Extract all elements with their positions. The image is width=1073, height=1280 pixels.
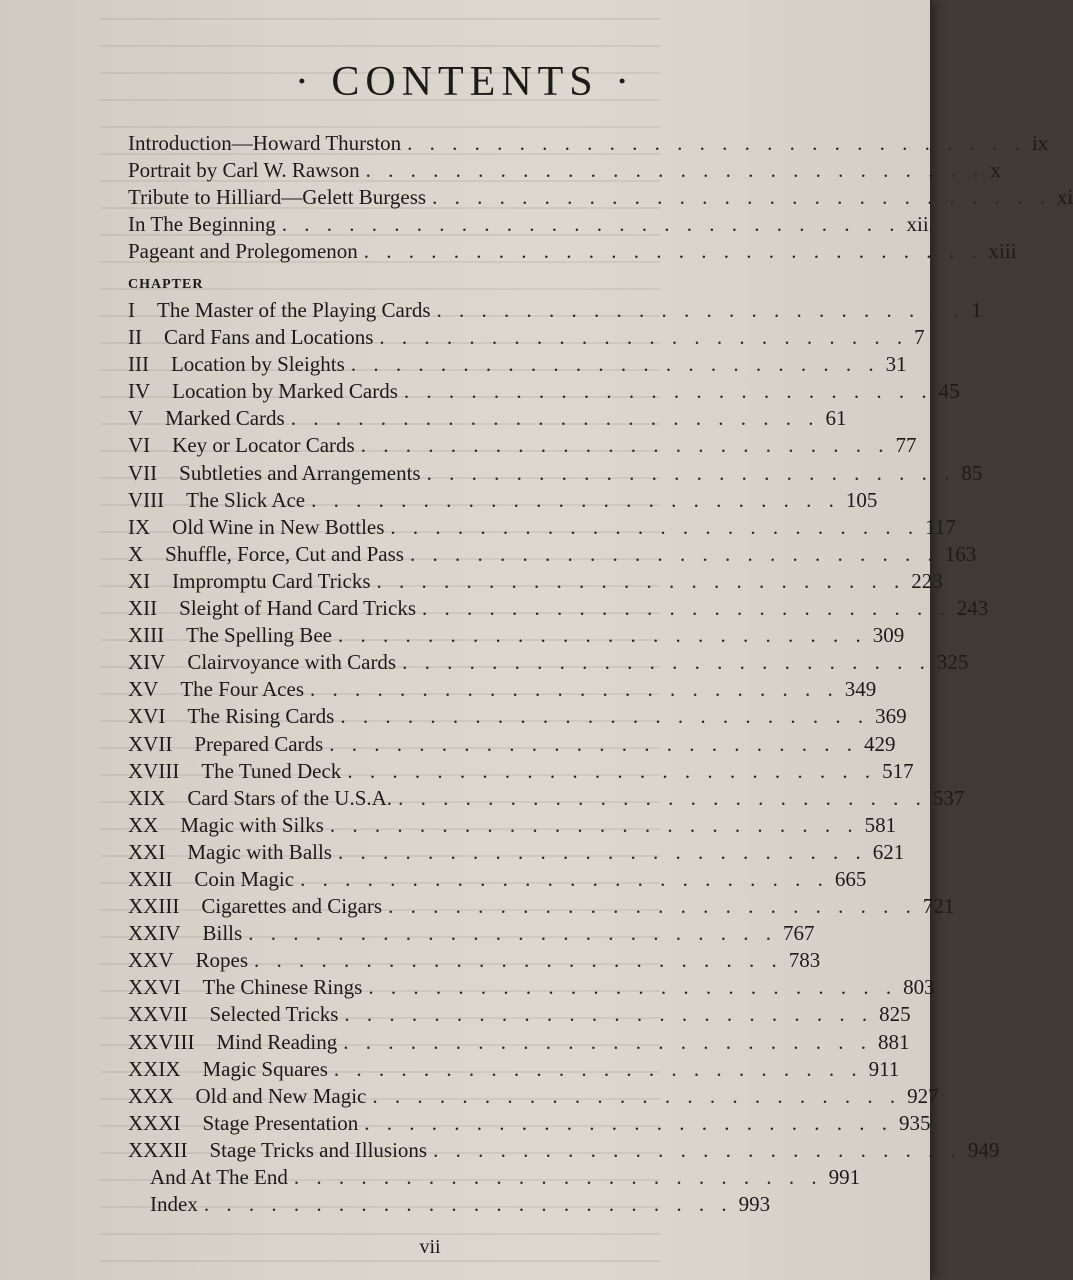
chapter-page: 581: [864, 812, 897, 837]
chapter-number: XIV: [128, 650, 166, 675]
chapter-title: Marked Cards: [165, 406, 285, 431]
dot-leader: . . . . . . . . . . . . . . . . . . . . . . . .: [422, 596, 951, 621]
chapter-title: Card Fans and Locations: [164, 325, 374, 350]
chapter-page: 325: [936, 650, 969, 675]
chapter-row: [128, 1164, 861, 1191]
chapter-title: Shuffle, Force, Cut and Pass: [165, 541, 404, 566]
front-matter-item: [128, 157, 1001, 184]
chapter-row: [128, 541, 977, 568]
chapter-title: Stage Presentation: [202, 1110, 359, 1135]
chapter-title: The Four Aces: [180, 677, 304, 702]
chapter-number: XI: [128, 568, 151, 593]
chapter-row: [128, 1001, 911, 1028]
chapter-page: 7: [914, 325, 925, 350]
chapter-number: VI: [128, 433, 151, 458]
dot-leader: . . . . . . . . . . . . . . . . . . . . . . . .: [376, 568, 906, 593]
chapter-page: 935: [898, 1110, 931, 1135]
dot-leader: . . . . . . . . . . . . . . . . . . . . . . . .: [203, 1192, 733, 1217]
dot-leader: . . . . . . . . . . . . . . . . . . . . . . . .: [310, 677, 839, 702]
chapter-row: [128, 297, 982, 324]
dot-leader: . . . . . . . . . . . . . . . . . . . . . . . .: [388, 894, 917, 919]
chapter-page: 85: [961, 460, 983, 485]
chapter-page: 1: [971, 298, 982, 322]
dot-leader: . . . . . . . . . . . . . . . . . . . . . . . .: [333, 1056, 863, 1081]
dot-leader: . . . . . . . . . . . . . . . . . . . . . . . .: [433, 1137, 962, 1162]
chapter-number: XX: [128, 812, 159, 837]
entry-label: Pageant and Prolegomenon: [128, 239, 358, 263]
chapter-row: [128, 866, 867, 893]
chapter-row: [128, 785, 965, 812]
front-matter-item: [128, 184, 1073, 211]
chapter-page: 767: [782, 921, 815, 946]
chapter-number: XIX: [128, 785, 166, 810]
dot-leader: . . . . . . . . . . . . . . . . . . . . . . . . . . . .: [363, 239, 983, 263]
chapter-page: 243: [956, 596, 989, 621]
dot-leader: . . . . . . . . . . . . . . . . . . . . . . . .: [350, 352, 880, 377]
dot-leader: . . . . . . . . . . . . . . . . . . . . . . . .: [403, 379, 933, 404]
chapter-row: [128, 595, 989, 622]
dot-leader: . . . . . . . . . . . . . . . . . . . . . . . .: [293, 1165, 823, 1189]
front-matter-item: [128, 211, 929, 238]
chapter-number: IV: [128, 379, 151, 404]
chapter-page: 993: [738, 1192, 771, 1217]
entry-page: x: [990, 158, 1001, 182]
chapter-row: [128, 514, 956, 541]
chapter-title: Coin Magic: [194, 866, 295, 891]
chapter-page: 949: [967, 1137, 1000, 1162]
entry-label: Portrait by Carl W. Rawson: [128, 158, 360, 182]
chapter-number: IX: [128, 514, 151, 539]
chapter-title: The Rising Cards: [187, 704, 335, 729]
chapter-number: X: [128, 541, 144, 566]
chapter-number: XXX: [128, 1083, 174, 1108]
chapter-number: XVIII: [128, 758, 180, 783]
dot-leader: . . . . . . . . . . . . . . . . . . . . . . . .: [409, 541, 939, 566]
chapter-title: Old and New Magic: [195, 1083, 367, 1108]
front-matter-item: [128, 130, 1049, 157]
chapter-title: Bills: [202, 921, 243, 946]
front-matter-list: [128, 130, 1073, 265]
chapter-page: 881: [877, 1029, 910, 1054]
chapter-row: [128, 893, 955, 920]
front-matter-item: [128, 238, 1017, 265]
dot-leader: . . . . . . . . . . . . . . . . . . . . . . . .: [360, 433, 890, 458]
chapter-number: III: [128, 352, 149, 377]
entry-page: xiii: [988, 239, 1017, 263]
dot-leader: . . . . . . . . . . . . . . . . . . . . . . . .: [368, 975, 898, 1000]
dot-leader: . . . . . . . . . . . . . . . . . . . . . . . .: [300, 866, 829, 891]
chapter-number: XXIX: [128, 1056, 181, 1081]
dot-leader: . . . . . . . . . . . . . . . . . . . . . . . . . . . .: [365, 158, 985, 182]
chapter-title: The Tuned Deck: [201, 758, 342, 783]
chapter-row: [128, 1110, 931, 1137]
chapter-row: [128, 703, 907, 730]
dot-leader: . . . . . . . . . . . . . . . . . . . . . . . . . . . .: [407, 131, 1026, 155]
chapter-row: [128, 460, 983, 487]
chapter-row: [128, 487, 878, 514]
chapter-number: VIII: [128, 487, 165, 512]
chapter-title: Mind Reading: [216, 1029, 338, 1054]
chapter-page: 369: [875, 704, 907, 729]
chapter-title: Ropes: [195, 948, 248, 973]
chapter-page: 105: [845, 487, 878, 512]
chapter-row: [128, 731, 896, 758]
chapter-row: [128, 974, 935, 1001]
dot-leader: . . . . . . . . . . . . . . . . . . . . . . . .: [436, 298, 966, 322]
chapter-title: Key or Locator Cards: [172, 433, 355, 458]
chapter-number: XXV: [128, 948, 174, 973]
dot-leader: . . . . . . . . . . . . . . . . . . . . . . . .: [329, 731, 858, 756]
chapter-row: [128, 947, 821, 974]
chapter-page: 927: [907, 1083, 939, 1108]
chapter-title: Impromptu Card Tricks: [172, 568, 371, 593]
chapter-number: XXXI: [128, 1110, 181, 1135]
entry-page: xi: [1056, 185, 1073, 209]
chapter-row: [128, 1191, 771, 1218]
chapter-number: XXVIII: [128, 1029, 195, 1054]
chapter-page: 537: [932, 785, 965, 810]
chapter-row: [128, 351, 907, 378]
chapter-number: XII: [128, 596, 158, 621]
chapter-title: The Chinese Rings: [202, 975, 363, 1000]
chapter-number: I: [128, 298, 135, 322]
chapter-title: Old Wine in New Bottles: [172, 514, 385, 539]
chapter-row: [128, 1029, 910, 1056]
chapter-number: XV: [128, 677, 159, 702]
entry-page: ix: [1031, 131, 1049, 155]
chapter-row: [128, 676, 877, 703]
chapter-title: Sleight of Hand Card Tricks: [179, 596, 416, 621]
dot-leader: . . . . . . . . . . . . . . . . . . . . . . . .: [311, 487, 840, 512]
chapter-row: [128, 649, 969, 676]
chapter-number: XVII: [128, 731, 173, 756]
chapter-page: 721: [922, 894, 955, 919]
chapter-title: Prepared Cards: [194, 731, 324, 756]
entry-label: Introduction—Howard Thurston: [128, 131, 402, 155]
chapter-number: XXIV: [128, 921, 181, 946]
chapter-page: 349: [844, 677, 877, 702]
chapter-title: Index: [150, 1192, 198, 1217]
chapter-row: [128, 1056, 900, 1083]
chapter-row: [128, 622, 905, 649]
dot-leader: . . . . . . . . . . . . . . . . . . . . . . . .: [402, 650, 931, 675]
dot-leader: . . . . . . . . . . . . . . . . . . . . . . . .: [329, 812, 859, 837]
chapter-page: 61: [825, 406, 847, 431]
chapter-title: Location by Sleights: [170, 352, 345, 377]
dot-leader: . . . . . . . . . . . . . . . . . . . . . . . .: [343, 1029, 872, 1054]
chapter-row: [128, 432, 917, 459]
chapter-page: 991: [828, 1165, 861, 1189]
chapter-number: XXVI: [128, 975, 181, 1000]
chapter-row: [128, 568, 943, 595]
chapter-row: [128, 378, 960, 405]
chapter-list: [128, 297, 1000, 1218]
chapter-number: V: [128, 406, 144, 431]
chapter-row: [128, 1083, 939, 1110]
chapter-title: Cigarettes and Cigars: [201, 894, 383, 919]
chapter-title: Selected Tricks: [209, 1002, 339, 1027]
dot-leader: . . . . . . . . . . . . . . . . . . . . . . . .: [254, 948, 783, 973]
chapter-page: 803: [903, 975, 935, 1000]
chapter-title: Stage Tricks and Illusions: [209, 1137, 428, 1162]
chapter-number: XVI: [128, 704, 166, 729]
chapter-number: XXIII: [128, 894, 180, 919]
chapter-row: [128, 839, 905, 866]
chapter-row: [128, 920, 815, 947]
chapter-title: Magic Squares: [202, 1056, 328, 1081]
chapter-number: XXXII: [128, 1137, 188, 1162]
chapter-title: The Spelling Bee: [186, 623, 332, 648]
chapter-title: The Master of the Playing Cards: [157, 298, 431, 322]
chapter-number: VII: [128, 460, 158, 485]
chapter-number: XXVII: [128, 1002, 188, 1027]
dot-leader: . . . . . . . . . . . . . . . . . . . . . . . .: [290, 406, 820, 431]
chapter-row: [128, 812, 897, 839]
page-title: · CONTENTS ·: [294, 59, 636, 105]
chapter-title: Clairvoyance with Cards: [187, 650, 397, 675]
chapter-page: 517: [882, 758, 914, 783]
entry-label: Tribute to Hilliard—Gelett Burgess: [128, 185, 427, 209]
chapter-page: 163: [944, 541, 977, 566]
chapter-row: [128, 1137, 1000, 1164]
chapter-page: 783: [788, 948, 821, 973]
chapter-number: XIII: [128, 623, 165, 648]
chapter-page: 825: [879, 1002, 911, 1027]
chapter-page: 45: [938, 379, 960, 404]
dot-leader: . . . . . . . . . . . . . . . . . . . . . . . .: [426, 460, 956, 485]
dot-leader: . . . . . . . . . . . . . . . . . . . . . . . .: [347, 758, 877, 783]
chapter-row: [128, 405, 847, 432]
chapter-number: XXII: [128, 866, 173, 891]
chapter-title: Magic with Balls: [187, 839, 332, 864]
chapter-number: II: [128, 325, 142, 350]
chapter-title: Subtleties and Arrangements: [179, 460, 421, 485]
chapter-title: The Slick Ace: [186, 487, 306, 512]
page-number: vii: [419, 1236, 441, 1258]
dot-leader: . . . . . . . . . . . . . . . . . . . . . . . . . . . .: [432, 185, 1051, 209]
entry-label: In The Beginning: [128, 212, 276, 236]
dot-leader: . . . . . . . . . . . . . . . . . . . . . . . .: [337, 623, 867, 648]
dot-leader: . . . . . . . . . . . . . . . . . . . . . . . .: [398, 785, 927, 810]
dot-leader: . . . . . . . . . . . . . . . . . . . . . . . .: [364, 1110, 893, 1135]
chapter-column-heading: CHAPTER: [128, 277, 204, 292]
chapter-page: 223: [911, 568, 943, 593]
dot-leader: . . . . . . . . . . . . . . . . . . . . . . . .: [390, 514, 920, 539]
chapter-row: [128, 758, 914, 785]
chapter-page: 429: [863, 731, 896, 756]
chapter-page: 117: [925, 514, 956, 539]
chapter-title: And At The End: [150, 1165, 288, 1189]
dot-leader: . . . . . . . . . . . . . . . . . . . . . . . .: [337, 839, 867, 864]
dot-leader: . . . . . . . . . . . . . . . . . . . . . . . .: [379, 325, 909, 350]
dot-leader: . . . . . . . . . . . . . . . . . . . . . . . .: [344, 1002, 874, 1027]
chapter-title: Location by Marked Cards: [172, 379, 398, 404]
dot-leader: . . . . . . . . . . . . . . . . . . . . . . . . . . . .: [281, 212, 901, 236]
chapter-title: Card Stars of the U.S.A.: [187, 785, 393, 810]
chapter-page: 665: [834, 866, 867, 891]
chapter-page: 31: [885, 352, 907, 377]
dot-leader: . . . . . . . . . . . . . . . . . . . . . . . .: [372, 1083, 902, 1108]
chapter-page: 77: [895, 433, 917, 458]
dot-leader: . . . . . . . . . . . . . . . . . . . . . . . .: [248, 921, 777, 946]
dot-leader: . . . . . . . . . . . . . . . . . . . . . . . .: [340, 704, 870, 729]
chapter-title: Magic with Silks: [180, 812, 324, 837]
entry-page: xii: [906, 212, 929, 236]
chapter-page: 911: [868, 1056, 900, 1081]
chapter-number: XXI: [128, 839, 166, 864]
chapter-page: 309: [872, 623, 905, 648]
chapter-page: 621: [872, 839, 905, 864]
chapter-row: [128, 324, 925, 351]
